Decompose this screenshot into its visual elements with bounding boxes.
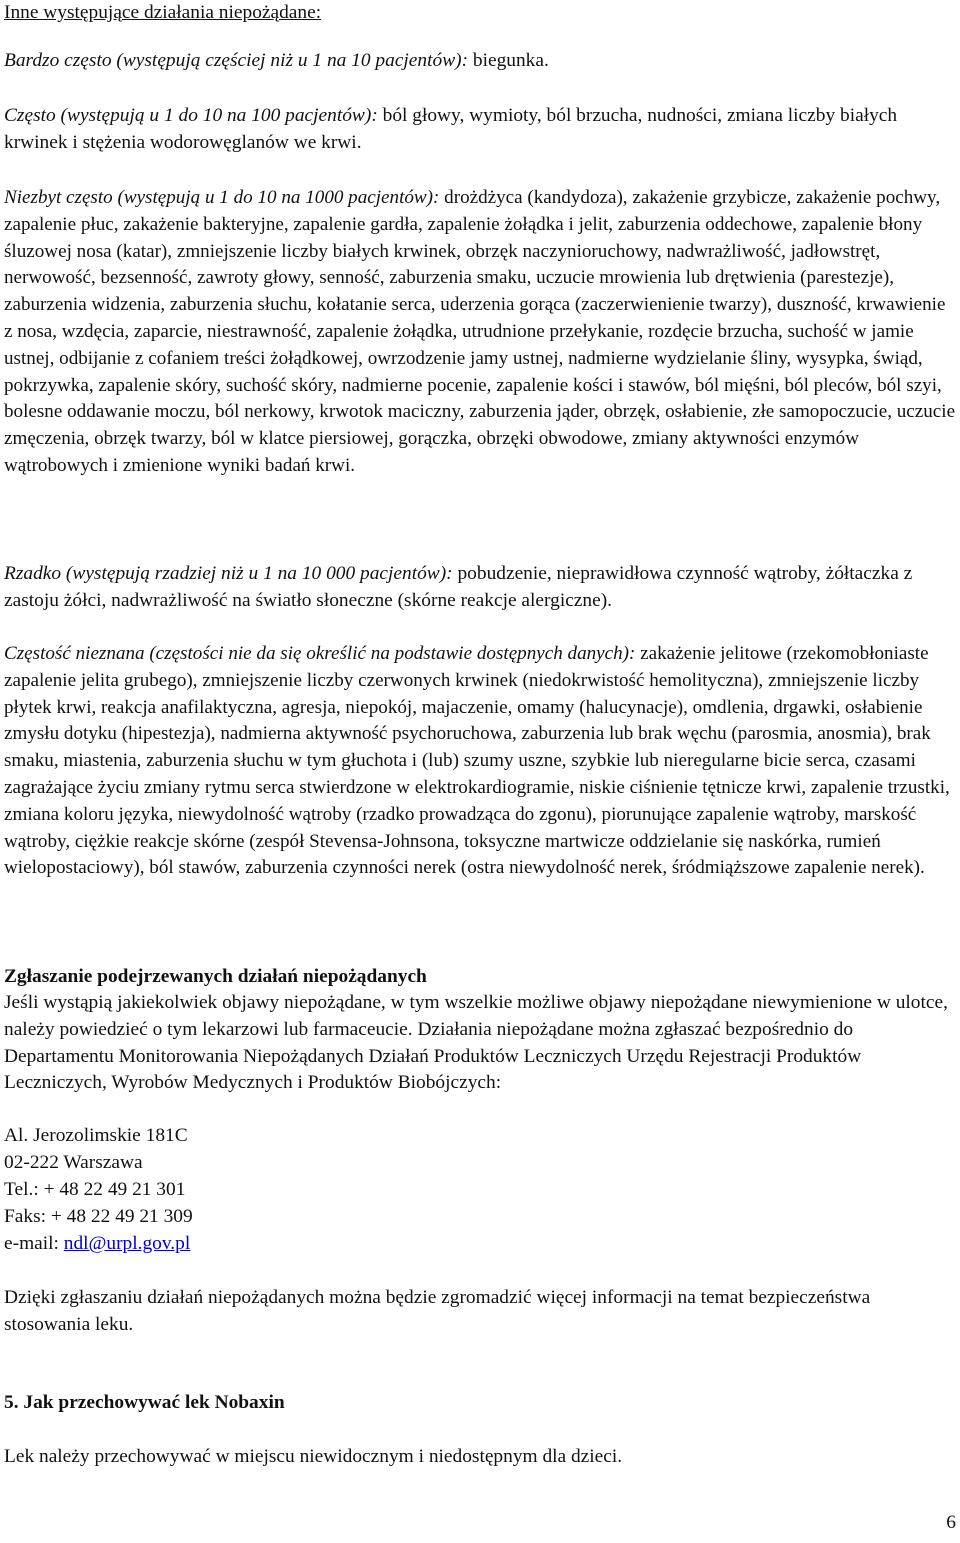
reporting-closing: Dzięki zgłaszaniu działań niepożądanych można będzie zgromadzić więcej informacji na temat bezpieczeństwa stosowania leku. bbox=[4, 1287, 871, 1335]
frequency-label: Częstość nieznana (częstości nie da się określić na podstawie dostępnych danych): bbox=[4, 643, 636, 664]
frequency-label: Rzadko (występują rzadziej niż u 1 na 10 000 pacjentów): bbox=[4, 563, 453, 584]
frequency-text: pobudzenie, nieprawidłowa czynność wątroby, żółtaczka z zastoju żółci, nadwrażliwość na światło słoneczne (skórne reakcje alergiczne). bbox=[4, 563, 913, 611]
frequency-text: ból głowy, wymioty, ból brzucha, nudności, zmiana liczby białych krwinek i stężenia wodorowęglanów we krwi. bbox=[4, 105, 898, 153]
frequency-common bbox=[4, 103, 956, 157]
phone-line: Tel.: + 48 22 49 21 301 bbox=[4, 1179, 186, 1200]
frequency-text: drożdżyca (kandydoza), zakażenie grzybicze, zakażenie pochwy, zapalenie płuc, zakażenie bakteryjne, zapalenie gardła, zapalenie żołądka i jelit, zaburzenia oddechowe, zapalenie błony śluzowej nosa (katar), zmniejszenie liczby białych krwinek, obrzęk naczynioruchowy, nadwrażliwość, jadłowstręt, nerwowość, bezsenność, zawroty głowy, senność, zaburzenia smaku, uczucie mrowienia lub drętwienia (parestezje), zaburzenia widzenia, zaburzenia słuchu, kołatanie serca, uderzenia gorąca (zaczerwienienie twarzy), duszność, krwawienie z nosa, wzdęcia, zaparcie, niestrawność, zapalenie żołądka, utrudnione przełykanie, rozdęcie brzucha, suchość w jamie ustnej, odbijanie z cofaniem treści żołądkowej, owrzodzenie jamy ustnej, nadmierne wydzielanie śliny, wysypka, świąd, pokrzywka, zapalenie skóry, suchość skóry, nadmierne pocenie, zapalenie kości i stawów, ból mięśni, ból pleców, ból szyi, bolesne oddawanie moczu, ból nerkowy, krwotok maciczny, zaburzenia jąder, obrzęk, osłabienie, złe samopoczucie, uczucie zmęczenia, obrzęk twarzy, ból w klatce piersiowej, gorączka, obrzęki obwodowe, zmiany aktywności enzymów wątrobowych i zmienione wyniki badań krwi. bbox=[4, 187, 956, 476]
frequency-uncommon bbox=[4, 185, 956, 480]
frequency-label: Często (występują u 1 do 10 na 100 pacjentów): bbox=[4, 105, 378, 126]
address-line-1: Al. Jerozolimskie 181C bbox=[4, 1125, 188, 1146]
section-heading: Inne występujące działania niepożądane: bbox=[4, 2, 322, 23]
frequency-label: Bardzo często (występują częściej niż u 1 na 10 pacjentów): bbox=[4, 50, 469, 71]
email-label: e-mail: bbox=[4, 1233, 64, 1254]
frequency-label: Niezbyt często (występują u 1 do 10 na 1000 pacjentów): bbox=[4, 187, 440, 208]
frequency-text: zakażenie jelitowe (rzekomobłoniaste zapalenie jelita grubego), zmniejszenie liczby czerwonych krwinek (niedokrwistość hemolityczna), zmniejszenie liczby płytek krwi, reakcja anafilaktyczna, agresja, niepokój, majaczenie, omamy (halucynacje), omdlenia, drgawki, osłabienie zmysłu dotyku (hipestezja), nadmierna aktywność psychoruchowa, zaburzenia lub brak węchu (parosmia, anosmia), brak smaku, miastenia, zaburzenia słuchu w tym głuchota i (lub) szumy uszne, szybkie lub nieregularne bicie serca, czasami zagrażające życiu zmiany rytmu serca stwierdzone w elektrokardiogramie, niskie ciśnienie tętnicze krwi, zapalenie trzustki, zmiana koloru języka, niewydolność wątroby (rzadko prowadząca do zgonu), piorunujące zapalenie wątroby, marskość wątroby, ciężkie reakcje skórne (zespół Stevensa-Johnsona, toksyczne martwicze oddzielanie się naskórka, rumień wielopostaciowy), ból stawów, zaburzenia czynności nerek (ostra niewydolność nerek, śródmiąższowe zapalenie nerek). bbox=[4, 643, 950, 879]
storage-heading: 5. Jak przechowywać lek Nobaxin bbox=[4, 1392, 285, 1413]
frequency-very-common bbox=[4, 48, 956, 75]
frequency-rare bbox=[4, 561, 956, 615]
frequency-unknown bbox=[4, 641, 956, 882]
page-number: 6 bbox=[946, 1512, 956, 1533]
storage-text: Lek należy przechowywać w miejscu niewidocznym i niedostępnym dla dzieci. bbox=[4, 1446, 623, 1467]
fax-line: Faks: + 48 22 49 21 309 bbox=[4, 1206, 193, 1227]
reporting-heading: Zgłaszanie podejrzewanych działań niepożądanych bbox=[4, 966, 427, 987]
frequency-text: biegunka. bbox=[468, 50, 549, 71]
address-line-2: 02-222 Warszawa bbox=[4, 1152, 143, 1173]
reporting-body: Jeśli wystąpią jakiekolwiek objawy niepożądane, w tym wszelkie możliwe objawy niepożądane niewymienione w ulotce, należy powiedzieć o tym lekarzowi lub farmaceucie. Działania niepożądane można zgłaszać bezpośrednio do Departamentu Monitorowania Niepożądanych Działań Produktów Leczniczych Urzędu Rejestracji Produktów Leczniczych, Wyrobów Medycznych i Produktów Biobójczych: bbox=[4, 992, 948, 1094]
email-link[interactable]: ndl@urpl.gov.pl bbox=[63, 1233, 191, 1254]
email-line bbox=[4, 1231, 956, 1258]
